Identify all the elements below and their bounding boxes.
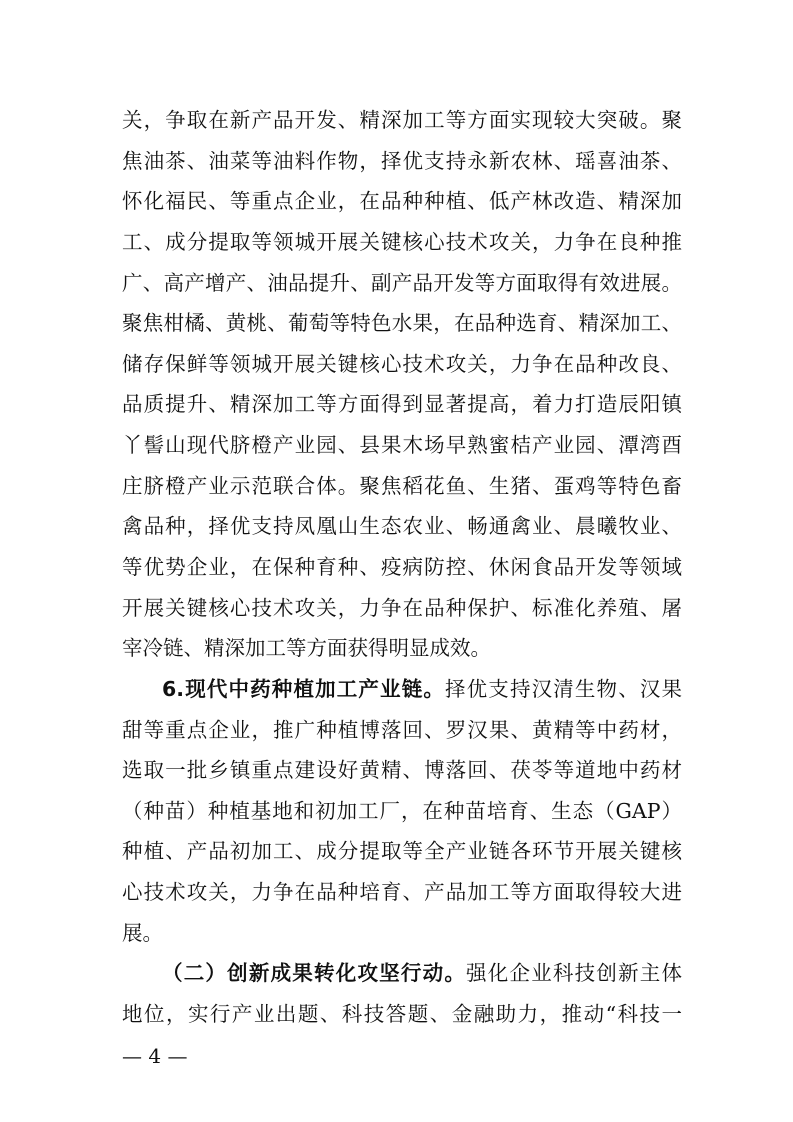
paragraph-line: 种植、产品初加工、成分提取等全产业链各环节开展关键核 [122,839,682,863]
paragraph-line: 广、高产增产、油品提升、副产品开发等方面取得有效进展。 [122,271,682,295]
paragraph-line: 宰冷链、精深加工等方面获得明显成效。 [122,636,491,660]
paragraph-line: （种苗）种植基地和初加工厂，在种苗培育、生态（GAP） [122,799,682,823]
paragraph-line: 怀化福民、等重点企业，在品种种植、低产林改造、精深加 [122,189,682,213]
page-number: — 4 — [122,1044,188,1068]
paragraph-line: 地位，实行产业出题、科技答题、金融助力，推动“科技一 [122,1002,682,1026]
paragraph-line: 展。 [122,921,163,945]
paragraph-line: 工、成分提取等领城开展关键核心技术攻关，力争在良种推 [122,230,682,254]
paragraph-line: 等优势企业，在保种育种、疫病防控、休闲食品开发等领域 [122,555,682,579]
section-heading: 6.现代中药种植加工产业链。 [162,677,445,701]
paragraph-line: 关，争取在新产品开发、精深加工等方面实现较大突破。聚 [122,108,682,132]
paragraph-line: 开展关键核心技术攻关，力争在品种保护、标准化养殖、屠 [122,596,682,620]
section-heading: （二）创新成果转化攻坚行动。 [162,961,467,985]
paragraph-line: 心技术攻关，力争在品种培育、产品加工等方面取得较大进 [122,880,682,904]
paragraph-first-line [162,959,682,987]
paragraph-line: 选取一批乡镇重点建设好黄精、博落回、茯苓等道地中药材 [122,758,682,782]
paragraph-line: 储存保鲜等领城开展关键核心技术攻关，力争在品种改良、 [122,352,682,376]
paragraph-line: 禽品种，择优支持凤凰山生态农业、畅通禽业、晨曦牧业、 [122,514,682,538]
paragraph-line: 聚焦柑橘、黄桃、葡萄等特色水果，在品种选育、精深加工、 [122,311,682,335]
heading-continuation: 强化企业科技创新主体 [466,961,683,985]
paragraph-line: 庄脐橙产业示范联合体。聚焦稻花鱼、生猪、蛋鸡等特色畜 [122,474,682,498]
paragraph-first-line [162,675,682,703]
paragraph-line: 甜等重点企业，推广种植博落回、罗汉果、黄精等中药材， [122,718,682,742]
paragraph-line: 焦油茶、油菜等油料作物，择优支持永新农林、瑶喜油茶、 [122,149,682,173]
paragraph-line: 丫髻山现代脐橙产业园、县果木场早熟蜜桔产业园、潭湾酉 [122,433,682,457]
heading-continuation: 择优支持汉清生物、汉果 [445,677,682,701]
paragraph-line: 品质提升、精深加工等方面得到显著提高，着力打造辰阳镇 [122,392,682,416]
